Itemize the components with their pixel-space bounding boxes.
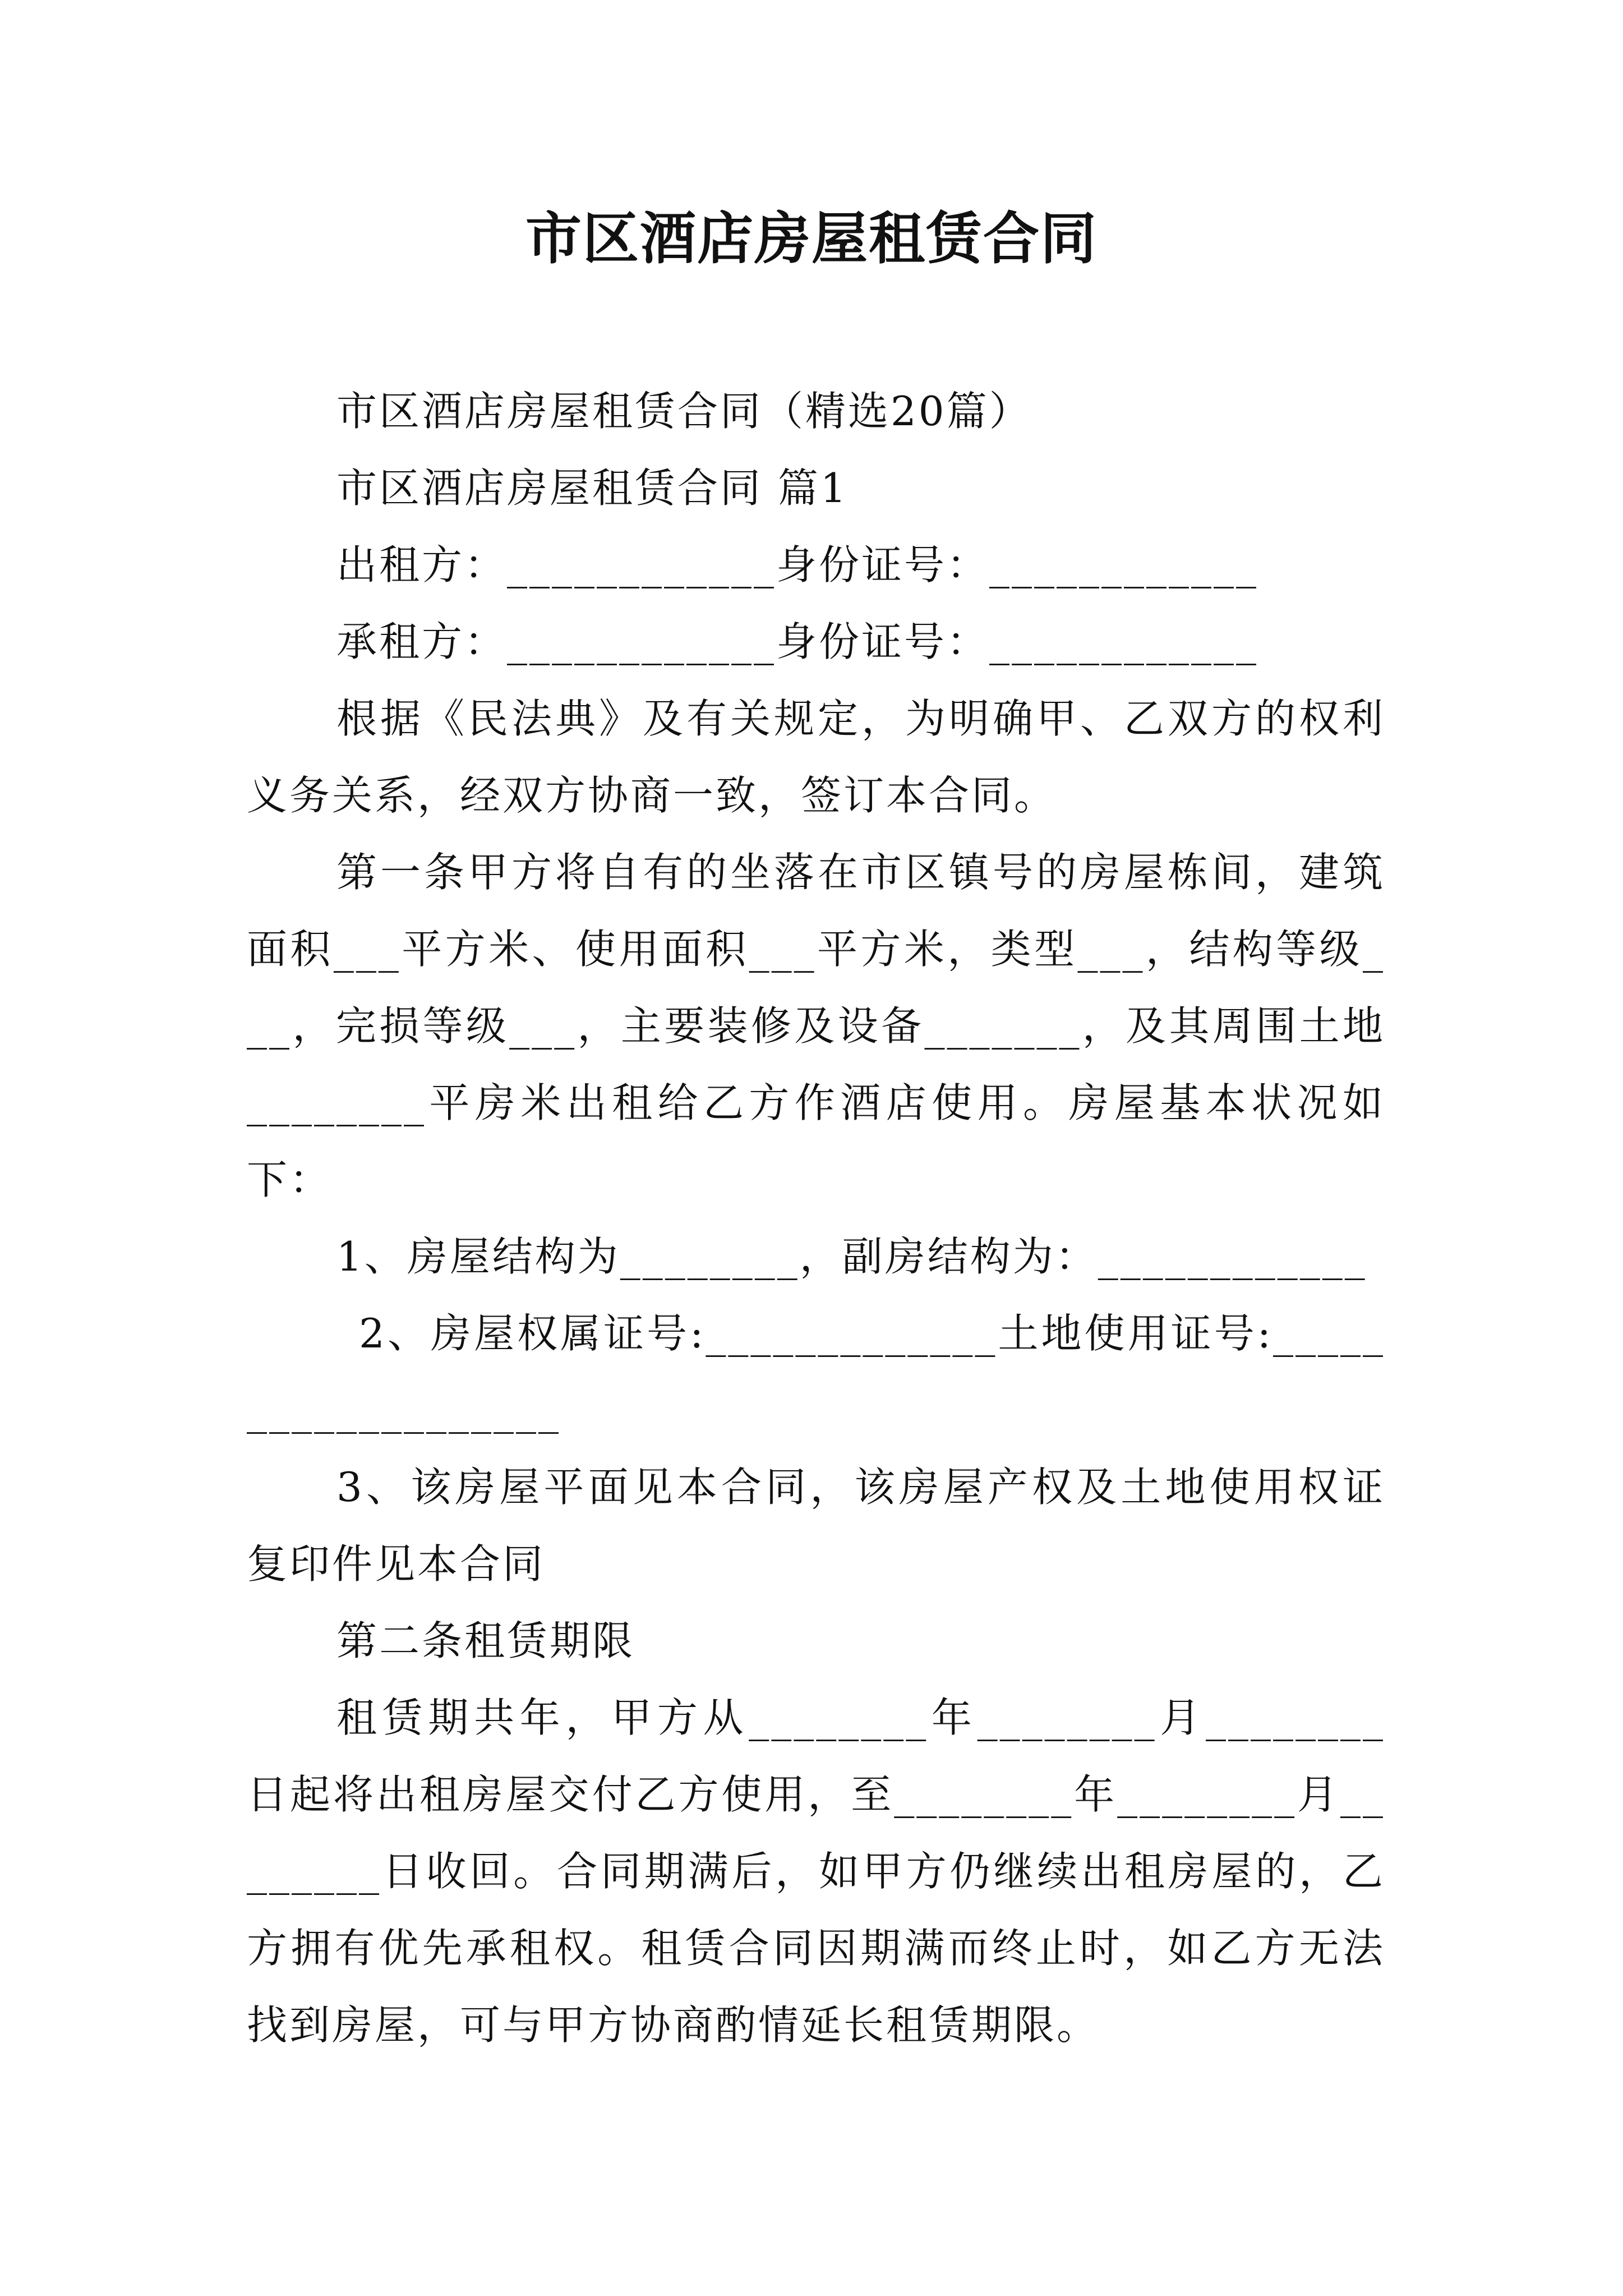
paragraph-chapter-heading: 市区酒店房屋租赁合同 篇1 [336,464,849,512]
paragraph-lease-term: 租赁期共年，甲方从________年________月________日起将出租房屋交付乙方使用，至________年________月________日收回。合同期满后，如甲方仍继续出租房屋的，乙方拥有优先承租权。租赁合同因期满而终止时，如乙方无法找到房屋，可与甲方协商酌情延长租赁期限。 [247,1694,1385,2049]
document-title: 市区酒店房屋租赁合同 [525,205,1098,272]
paragraph-item-3: 3、该房屋平面见本合同，该房屋产权及土地使用权证复印件见本合同 [247,1464,1385,1588]
paragraph-item-2: 2、房屋权属证号:_____________土地使用证号:___________________ [247,1310,1385,1434]
paragraph-subtitle: 市区酒店房屋租赁合同（精选20篇） [336,388,1032,435]
paragraph-article-2-heading: 第二条租赁期限 [336,1617,635,1664]
paragraph-article-1: 第一条甲方将自有的坐落在市区镇号的房屋栋间，建筑面积___平方米、使用面积___平方米，类型___，结构等级___，完损等级___，主要装修及设备_______，及其周围土地________平房米出租给乙方作酒店使用。房屋基本状况如下： [247,849,1385,1203]
paragraph-lessor: 出租方：____________身份证号：____________ [336,541,1259,588]
paragraph-item-1: 1、房屋结构为________，副房结构为：____________ [336,1233,1367,1280]
paragraph-preamble: 根据《民法典》及有关规定，为明确甲、乙双方的权利义务关系，经双方协商一致，签订本合同。 [247,695,1385,819]
paragraph-lessee: 承租方：____________身份证号：____________ [336,618,1259,665]
document-body [247,373,1385,2064]
